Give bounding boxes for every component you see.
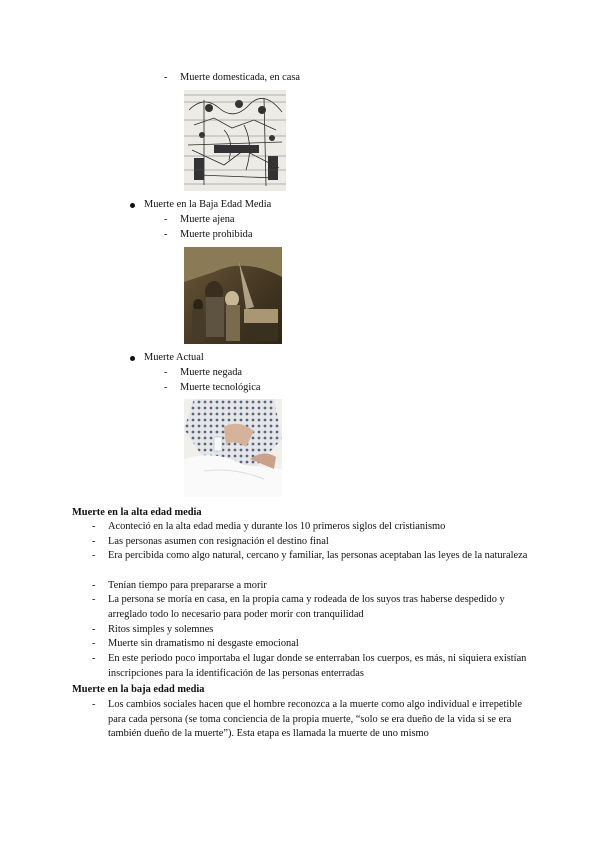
outline-item-baja-edad-media: Muerte en la Baja Edad Media bbox=[144, 199, 272, 210]
section-title-baja-edad-media: Muerte en la baja edad media bbox=[72, 684, 205, 695]
hospital-patient-photo bbox=[184, 399, 282, 497]
dash-marker: - bbox=[92, 536, 96, 547]
list-item: Aconteció en la alta edad media y durante los 10 primeros siglos del cristianismo bbox=[108, 521, 446, 532]
list-item: Ritos simples y solemnes bbox=[108, 624, 214, 635]
medieval-deathbed-engraving bbox=[184, 90, 286, 191]
engraving-illustration bbox=[184, 90, 286, 191]
list-item: Era percibida como algo natural, cercano y familiar, las personas aceptaban las leyes de la naturaleza bbox=[108, 550, 528, 561]
list-item: Tenían tiempo para prepararse a morir bbox=[108, 580, 267, 591]
outline-subitem: Muerte negada bbox=[180, 367, 243, 378]
dash-marker: - bbox=[92, 580, 96, 591]
list-item: La persona se moría en casa, en la propia cama y rodeada de los suyos tras haberse despedido y arreglado todo lo necesario para poder morir con tranquilidad bbox=[108, 594, 505, 620]
dash-marker: - bbox=[92, 594, 96, 605]
list-item: Muerte sin dramatismo ni desgaste emocional bbox=[108, 638, 299, 649]
bullet-dot bbox=[130, 356, 135, 361]
list-item: Las personas asumen con resignación el destino final bbox=[108, 536, 329, 547]
dash-marker: - bbox=[92, 624, 96, 635]
dash-marker: - bbox=[164, 72, 168, 83]
dash-marker: - bbox=[92, 699, 96, 710]
dash-marker: - bbox=[164, 214, 168, 225]
section-title-alta-edad-media: Muerte en la alta edad media bbox=[72, 507, 202, 518]
dash-marker: - bbox=[164, 367, 168, 378]
outline-subitem: Muerte prohibida bbox=[180, 229, 253, 240]
dash-marker: - bbox=[92, 653, 96, 664]
dash-marker: - bbox=[164, 229, 168, 240]
outline-subitem: Muerte ajena bbox=[180, 214, 235, 225]
dash-marker: - bbox=[92, 638, 96, 649]
dash-marker: - bbox=[92, 521, 96, 532]
painting-illustration bbox=[184, 247, 282, 344]
bullet-dot bbox=[130, 203, 135, 208]
photo-illustration bbox=[184, 399, 282, 497]
outline-item-actual: Muerte Actual bbox=[144, 352, 204, 363]
outline-subitem: Muerte tecnológica bbox=[180, 382, 261, 393]
list-item: En este periodo poco importaba el lugar donde se enterraban los cuerpos, es más, ni siquiera existían inscripciones para la identificación de las personas enterradas bbox=[108, 653, 527, 679]
outline-item-domesticada: Muerte domesticada, en casa bbox=[180, 72, 301, 83]
list-item: Los cambios sociales hacen que el hombre reconozca a la muerte como algo individual e irrepetible para cada persona (se toma conciencia de la propia muerte, “solo se era dueño de la vida si se era también dueño de la muerte”). Esta etapa es llamada la muerte de uno mismo bbox=[108, 699, 523, 740]
medieval-painting bbox=[184, 247, 282, 344]
dash-marker: - bbox=[164, 382, 168, 393]
dash-marker: - bbox=[92, 550, 96, 561]
